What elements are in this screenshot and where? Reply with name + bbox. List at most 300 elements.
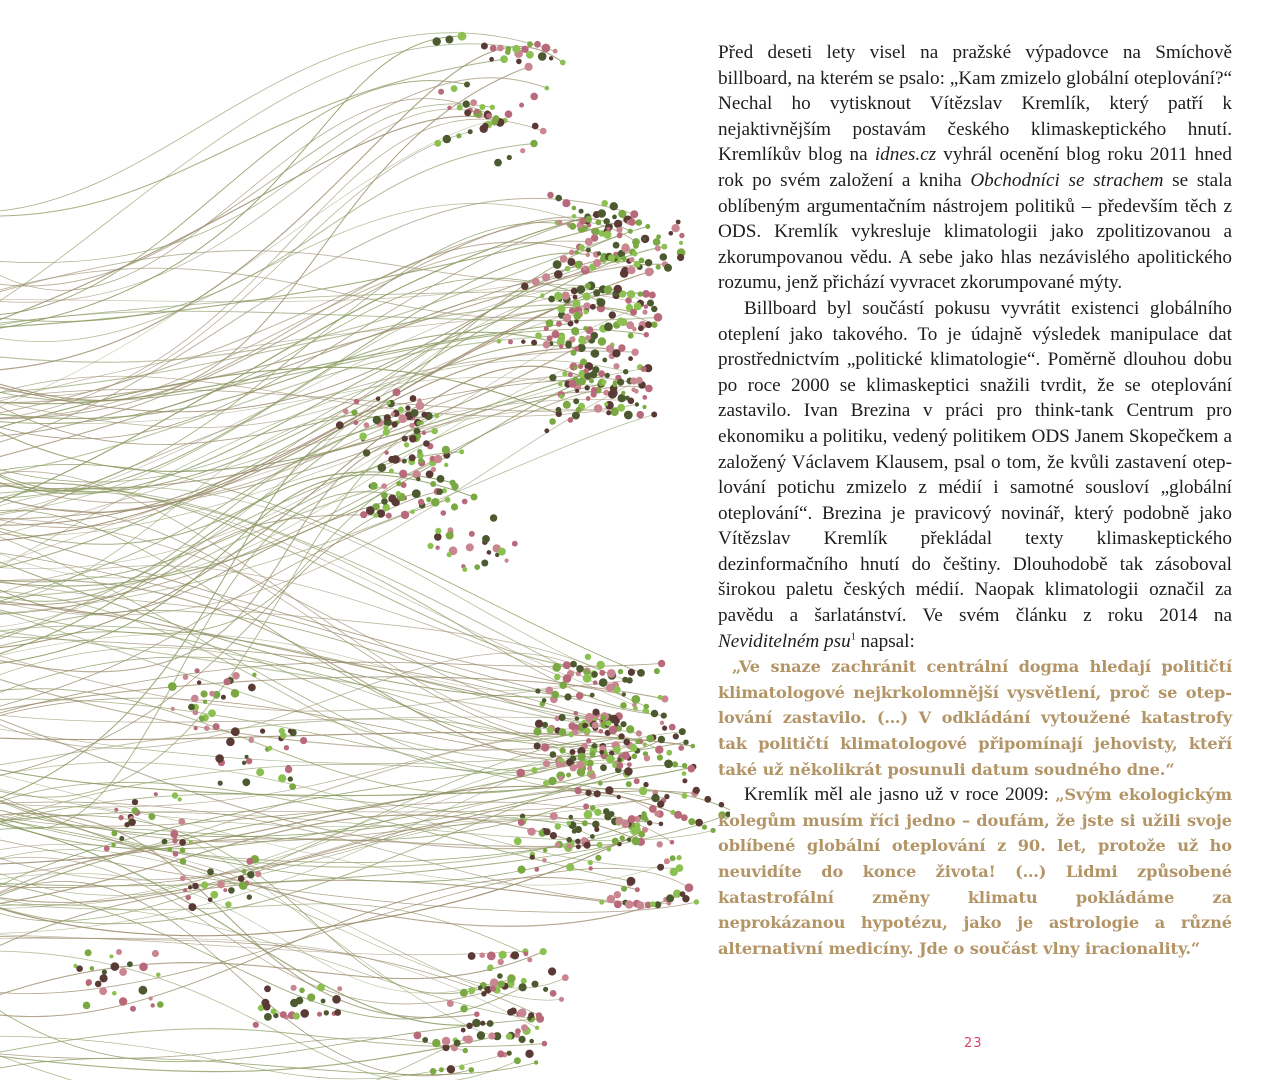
network-node <box>457 105 463 111</box>
network-node <box>527 957 532 962</box>
network-node <box>263 1003 271 1011</box>
network-node <box>381 492 388 499</box>
network-node <box>451 503 458 510</box>
network-node <box>260 729 265 734</box>
network-node <box>474 109 479 114</box>
network-node <box>627 290 635 298</box>
network-node <box>459 1065 465 1071</box>
network-node <box>621 391 625 395</box>
network-node <box>391 412 395 416</box>
network-node <box>334 1009 341 1016</box>
network-node <box>363 449 370 456</box>
network-node <box>607 669 616 678</box>
network-node <box>474 564 480 570</box>
network-node <box>591 671 597 677</box>
network-node <box>500 55 508 63</box>
network-node <box>168 682 177 691</box>
network-node <box>443 135 451 143</box>
network-node <box>575 787 582 794</box>
network-node <box>593 680 598 685</box>
network-node <box>628 815 636 823</box>
network-node <box>617 758 622 763</box>
network-node <box>567 258 575 266</box>
network-node <box>644 305 648 309</box>
network-node <box>109 954 113 958</box>
network-node <box>197 680 201 684</box>
network-node <box>623 739 630 746</box>
network-node <box>289 783 296 790</box>
network-node <box>343 408 349 414</box>
network-node <box>634 778 640 784</box>
network-node <box>645 385 653 393</box>
network-node <box>557 305 565 313</box>
network-node <box>172 838 178 844</box>
network-node <box>521 1024 528 1031</box>
network-node <box>590 751 596 757</box>
network-node <box>592 366 599 373</box>
network-node <box>662 726 667 731</box>
network-node <box>589 378 594 383</box>
network-node <box>459 449 464 454</box>
network-node <box>636 739 641 744</box>
network-node <box>288 729 292 733</box>
network-node <box>460 989 468 997</box>
paragraph-3: Kremlík měl ale jasno už v roce 2009: „Svým ekologickým kolegům musím říci jedno – doufám, že jste si užili svoje oblíbené globální oteplování z 90. let, protože už ho neuvidíte do konce života! (…) Lidmi způsobené katastrofální změny klimatu pokládáme za neprokázanou hypotézu, jako je astrologie a různé alternativní medicíny. Jde o součást vlny iracionality.“ <box>718 784 1232 958</box>
network-node <box>288 776 293 781</box>
network-node <box>609 811 615 817</box>
network-node <box>588 860 593 865</box>
network-node <box>596 219 602 225</box>
network-node <box>434 413 439 418</box>
network-node <box>661 713 667 719</box>
network-node <box>242 869 247 874</box>
network-node <box>554 674 561 681</box>
network-node <box>280 1011 287 1018</box>
network-node <box>622 752 630 760</box>
network-node <box>463 100 470 107</box>
network-node <box>642 290 650 298</box>
network-node <box>595 855 601 861</box>
network-node <box>645 259 652 266</box>
network-node <box>628 229 633 234</box>
network-node <box>497 45 504 52</box>
network-node <box>521 340 525 344</box>
network-node <box>510 1008 517 1015</box>
network-node <box>416 477 420 481</box>
network-node <box>246 758 252 764</box>
network-node <box>431 467 436 472</box>
network-node <box>575 389 579 393</box>
network-node <box>691 744 696 749</box>
network-node <box>384 414 391 421</box>
network-node <box>242 778 250 786</box>
network-node <box>625 900 634 909</box>
network-node <box>271 1008 277 1014</box>
network-strand <box>0 109 500 302</box>
network-node <box>321 999 326 1004</box>
network-node <box>149 996 153 1000</box>
network-node <box>531 767 537 773</box>
network-node <box>208 897 213 902</box>
network-node <box>396 491 401 496</box>
network-node <box>584 810 593 819</box>
network-node <box>296 997 304 1005</box>
network-node <box>512 541 518 547</box>
network-node <box>572 412 580 420</box>
network-node <box>593 259 601 267</box>
network-node <box>83 1002 91 1010</box>
network-node <box>444 463 448 467</box>
network-node <box>215 754 224 763</box>
network-node <box>284 745 289 750</box>
network-node <box>156 973 161 978</box>
network-node <box>299 988 305 994</box>
network-node <box>567 844 572 849</box>
network-node <box>114 808 118 812</box>
network-node <box>628 669 635 676</box>
network-strand <box>0 368 648 535</box>
network-node <box>688 765 696 773</box>
network-node <box>86 979 92 985</box>
network-node <box>477 1031 485 1039</box>
network-node <box>499 951 507 959</box>
network-node <box>210 891 218 899</box>
network-node <box>639 831 646 838</box>
network-node <box>487 952 496 961</box>
network-node <box>461 1028 466 1033</box>
network-node <box>389 469 394 474</box>
network-node <box>519 1036 526 1043</box>
network-node <box>464 82 470 88</box>
network-node <box>654 668 660 674</box>
network-node <box>585 385 590 390</box>
network-node <box>410 395 417 402</box>
network-node <box>586 248 591 253</box>
network-node <box>570 661 577 668</box>
network-node <box>183 674 189 680</box>
network-node <box>639 787 647 795</box>
network-node <box>666 750 672 756</box>
network-node <box>534 1060 538 1064</box>
network-node <box>188 704 195 711</box>
network-node <box>447 552 452 557</box>
network-node <box>154 792 158 796</box>
network-node <box>246 858 253 865</box>
network-node <box>660 253 668 261</box>
quote-kremlik: „Svým ekologickým kolegům musím říci jedno – doufám, že jste si užili svoje oblíbené globální oteplování z 90. let, protože už ho neuvidíte do konce života! (…) Lidmi způsobené katastrofální změny klimatu pokládáme za neprokázanou hypotézu, jako je astrologie a různé alternativní medicíny. Jde o součást vlny iracionality.“ <box>718 785 1232 958</box>
network-node <box>704 796 711 803</box>
network-node <box>637 669 645 677</box>
network-node <box>693 787 700 794</box>
network-node <box>626 321 634 329</box>
network-node <box>640 814 647 821</box>
network-node <box>180 876 186 882</box>
network-node <box>409 435 417 443</box>
network-node <box>565 342 571 348</box>
network-node <box>547 192 554 199</box>
network-node <box>434 455 442 463</box>
network-node <box>679 233 684 238</box>
network-node <box>255 871 261 877</box>
network-node <box>445 497 451 503</box>
network-node <box>85 949 92 956</box>
network-node <box>627 877 636 886</box>
network-node <box>531 340 537 346</box>
network-node <box>580 359 587 366</box>
network-node <box>550 812 558 820</box>
network-node <box>132 807 139 814</box>
network-node <box>582 820 588 826</box>
network-node <box>635 402 639 406</box>
network-node <box>590 834 595 839</box>
network-node <box>549 374 556 381</box>
network-node <box>353 420 358 425</box>
network-node <box>561 292 569 300</box>
network-node <box>594 790 601 797</box>
network-node <box>411 409 419 417</box>
network-node <box>130 1006 136 1012</box>
network-node <box>481 43 488 50</box>
network-node <box>581 837 587 843</box>
network-node <box>527 41 533 47</box>
network-node <box>157 1001 164 1008</box>
network-node <box>488 1032 495 1039</box>
network-node <box>645 321 652 328</box>
network-node <box>645 268 654 277</box>
network-node <box>231 689 240 698</box>
network-node <box>511 951 519 959</box>
network-node <box>619 733 625 739</box>
network-node <box>598 781 603 786</box>
network-node <box>127 961 133 967</box>
network-node <box>533 728 541 736</box>
network-node <box>100 974 108 982</box>
network-node <box>139 986 148 995</box>
network-node <box>610 202 618 210</box>
network-node <box>576 844 581 849</box>
network-node <box>597 298 606 307</box>
network-node <box>606 410 611 415</box>
network-node <box>414 1032 422 1040</box>
network-node <box>199 716 205 722</box>
network-node <box>646 735 654 743</box>
network-node <box>498 959 504 965</box>
network-node <box>573 366 578 371</box>
network-node <box>632 837 640 845</box>
network-node <box>599 900 604 905</box>
network-node <box>655 245 661 251</box>
network-node <box>672 761 678 767</box>
network-node <box>598 370 605 377</box>
network-node <box>573 398 579 404</box>
network-node <box>627 838 631 842</box>
network-node <box>534 867 539 872</box>
network-node <box>544 86 549 91</box>
network-node <box>630 827 638 835</box>
network-node <box>604 286 613 295</box>
network-node <box>162 839 168 845</box>
network-node <box>151 1003 155 1007</box>
network-node <box>575 826 582 833</box>
network-node <box>430 481 436 487</box>
network-node <box>621 886 627 892</box>
network-node <box>604 322 613 331</box>
network-node <box>578 244 584 250</box>
network-node <box>590 304 596 310</box>
network-node <box>540 293 544 297</box>
network-node <box>300 1009 309 1018</box>
network-node <box>651 412 657 418</box>
network-node <box>645 224 650 229</box>
network-node <box>589 773 596 780</box>
network-node <box>586 253 590 257</box>
network-node <box>248 684 256 692</box>
network-node <box>633 706 638 711</box>
network-node <box>620 835 625 840</box>
network-node <box>468 987 475 994</box>
network-strand <box>0 850 565 988</box>
network-node <box>470 99 477 106</box>
network-node <box>626 677 632 683</box>
network-node <box>90 966 95 971</box>
network-node <box>381 498 388 505</box>
network-node <box>478 985 483 990</box>
network-node <box>679 728 686 735</box>
network-node <box>451 483 458 490</box>
network-node <box>410 510 415 515</box>
network-strand <box>0 116 505 323</box>
network-node <box>180 847 186 853</box>
network-node <box>694 899 699 904</box>
network-node <box>601 715 607 721</box>
network-node <box>579 218 586 225</box>
network-node <box>609 311 616 318</box>
network-node <box>423 440 430 447</box>
network-node <box>373 513 378 518</box>
network-node <box>132 799 138 805</box>
network-node <box>119 836 124 841</box>
network-node <box>456 133 461 138</box>
network-node <box>585 283 591 289</box>
network-node <box>574 261 582 269</box>
network-node <box>606 755 615 764</box>
network-node <box>466 543 474 551</box>
network-node <box>645 709 650 714</box>
network-node <box>576 692 584 700</box>
network-node <box>391 455 400 464</box>
network-node <box>575 839 580 844</box>
network-node <box>615 719 620 724</box>
network-node <box>654 811 660 817</box>
network-node <box>559 714 566 721</box>
network-node <box>576 407 582 413</box>
network-node <box>538 52 547 61</box>
network-node <box>670 868 678 876</box>
network-node <box>152 950 159 957</box>
network-node <box>643 742 647 746</box>
network-node <box>447 106 451 110</box>
network-node <box>431 428 438 435</box>
network-node <box>608 254 615 261</box>
network-node <box>594 809 601 816</box>
network-node <box>497 973 503 979</box>
network-node <box>584 728 591 735</box>
network-node <box>418 499 424 505</box>
network-node <box>482 535 490 543</box>
network-node <box>238 875 245 882</box>
network-node <box>247 894 252 899</box>
network-node <box>554 270 563 279</box>
network-node <box>542 858 547 863</box>
network-node <box>521 46 528 53</box>
network-node <box>490 514 497 521</box>
network-node <box>670 840 675 845</box>
network-node <box>642 237 646 241</box>
network-node <box>505 110 513 118</box>
network-strand <box>0 303 577 403</box>
network-node <box>572 206 577 211</box>
network-node <box>573 312 581 320</box>
network-strand <box>0 903 526 954</box>
network-node <box>188 885 192 889</box>
network-node <box>597 661 605 669</box>
network-strand <box>0 580 560 761</box>
network-node <box>606 227 610 231</box>
network-node <box>534 41 541 48</box>
network-node <box>626 725 634 733</box>
network-node <box>614 901 622 909</box>
network-node <box>557 220 562 225</box>
network-node <box>280 732 287 739</box>
network-node <box>119 997 127 1005</box>
network-node <box>360 511 367 518</box>
network-node <box>590 693 595 698</box>
network-node <box>628 356 633 361</box>
network-node <box>591 349 600 358</box>
network-node <box>481 991 486 996</box>
network-node <box>171 831 179 839</box>
network-node <box>597 842 603 848</box>
network-node <box>559 728 567 736</box>
network-node <box>574 711 579 716</box>
network-node <box>607 895 615 903</box>
network-node <box>223 888 227 892</box>
network-node <box>597 209 606 218</box>
network-node <box>618 669 623 674</box>
network-node <box>393 388 401 396</box>
network-node <box>481 560 488 567</box>
network-node <box>416 421 421 426</box>
network-node <box>192 883 199 890</box>
network-node <box>616 817 624 825</box>
network-node <box>399 470 407 478</box>
network-node <box>592 722 599 729</box>
network-node <box>471 494 478 501</box>
network-node <box>550 832 557 839</box>
network-node <box>564 693 571 700</box>
network-node <box>543 760 550 767</box>
network-node <box>505 559 509 563</box>
network-node <box>434 533 442 541</box>
network-node <box>438 89 444 95</box>
network-node <box>576 761 584 769</box>
network-node <box>458 32 467 41</box>
network-node <box>583 292 591 300</box>
network-node <box>442 446 450 454</box>
network-node <box>228 887 235 894</box>
network-node <box>583 326 587 330</box>
network-node <box>247 871 254 878</box>
